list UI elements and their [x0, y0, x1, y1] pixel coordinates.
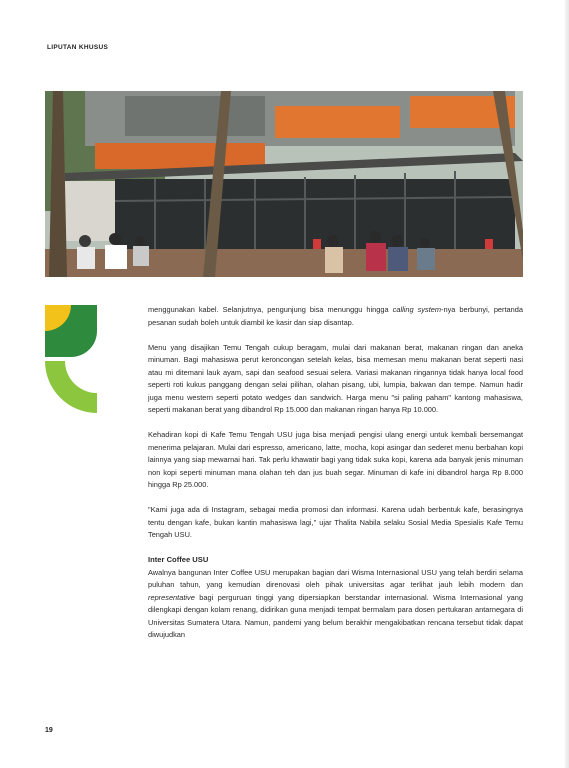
page-edge: [565, 0, 569, 768]
paragraph-1-italic-term: calling system: [392, 305, 442, 314]
section-label: LIPUTAN KHUSUS: [47, 44, 109, 51]
article-paragraph-3: Kehadiran kopi di Kafe Temu Tengah USU juga bisa menjadi pengisi ulang energi untuk kembali bersemangat menerima pelajaran. Mulai dari espresso, americano, latte, mocha, kopi asingar dan sederet menu berbahan kopi lainnya yang siap mewarnai hari. Tak perlu khawatir bagi yang tidak suka kopi, karena ada banyak jenis minuman non kopi seperti minuman mana olahan teh dan jus buah segar. Minuman di kafe ini dibandrol harga Rp 8.000 hingga Rp 25.000.: [148, 430, 523, 489]
article-subheading: Inter Coffee USU: [148, 555, 209, 564]
article-paragraph-5: [148, 567, 523, 642]
decorative-arc-shapes: [45, 305, 97, 413]
paragraph-1-text-a: menggunakan kabel. Selanjutnya, pengunjung bisa menunggu hingga: [148, 305, 393, 314]
lime-arc-shape: [45, 361, 97, 413]
paragraph-5-text-a: Awalnya bangunan Inter Coffee USU merupakan bagian dari Wisma Internasional USU yang telah berdiri selama puluhan tahun, yang kemudian direnovasi oleh pihak universitas agar terlihat jauh lebih modern dan: [148, 567, 523, 589]
paragraph-5-italic-term: representative: [148, 592, 195, 602]
article-body: [148, 304, 523, 654]
paragraph-1-text-b: -nya berbunyi, pertanda pesanan sudah boleh untuk diambil ke kasir dan siap disantap.: [148, 305, 523, 327]
photo-orange-brick-lower: [95, 143, 265, 169]
photo-upper-window: [125, 96, 265, 136]
decorative-logo-shapes: [45, 305, 97, 413]
article-paragraph-2: Menu yang disajikan Temu Tengah cukup beragam, mulai dari makanan berat, makanan ringan dan aneka minuman. Bagi mahasiswa perut keroncongan setelah kelas, bisa memesan menu makanan berat seperti nasi atau mi ditemani lauk ayam, sapi dan seafood sesuai selera. Variasi makanan ringannya tidak hanya local food seperti roti kukus panggang dengan selai pilihan, olahan pisang, ubi, lumpia, bakwan dan tempe. Namun hadir juga menu western seperti potato wedges dan sandwich. Harga menu "si paling paham" kantong mahasiswa, seperti makanan berat yang dibandrol Rp 15.000 dan makanan ringan hanya Rp 10.000.: [148, 342, 523, 414]
article-paragraph-4: "Kami juga ada di Instagram, sebagai media promosi dan informasi. Karena udah berbentuk kafe, berasingnya tentu dengan kafe, bukan kantin mahasiswa lagi," ujar Thalita Nabila selaku Sosial Media Spesialis Kafe Temu Tengah USU.: [148, 505, 523, 539]
photo-illustration: [45, 91, 523, 277]
cafe-building-photo: [45, 91, 523, 277]
page-number: 19: [45, 727, 53, 734]
photo-orange-brick-wall: [275, 106, 400, 138]
article-paragraph-1: [148, 304, 523, 329]
paragraph-5-text-b: bagi perguruan tinggi yang dipersiapkan berstandar internasional. Wisma Internasional yang dilengkapi dengan kolam renang, didirikan guna menjadi tempat bermalam para dosen pertukaran antarnegara di Universitas Sumatera Utara. Namun, pandemi yang belum berakhir mengakibatkan rencana tersebut tidak dapat diwujudkan: [148, 592, 523, 639]
